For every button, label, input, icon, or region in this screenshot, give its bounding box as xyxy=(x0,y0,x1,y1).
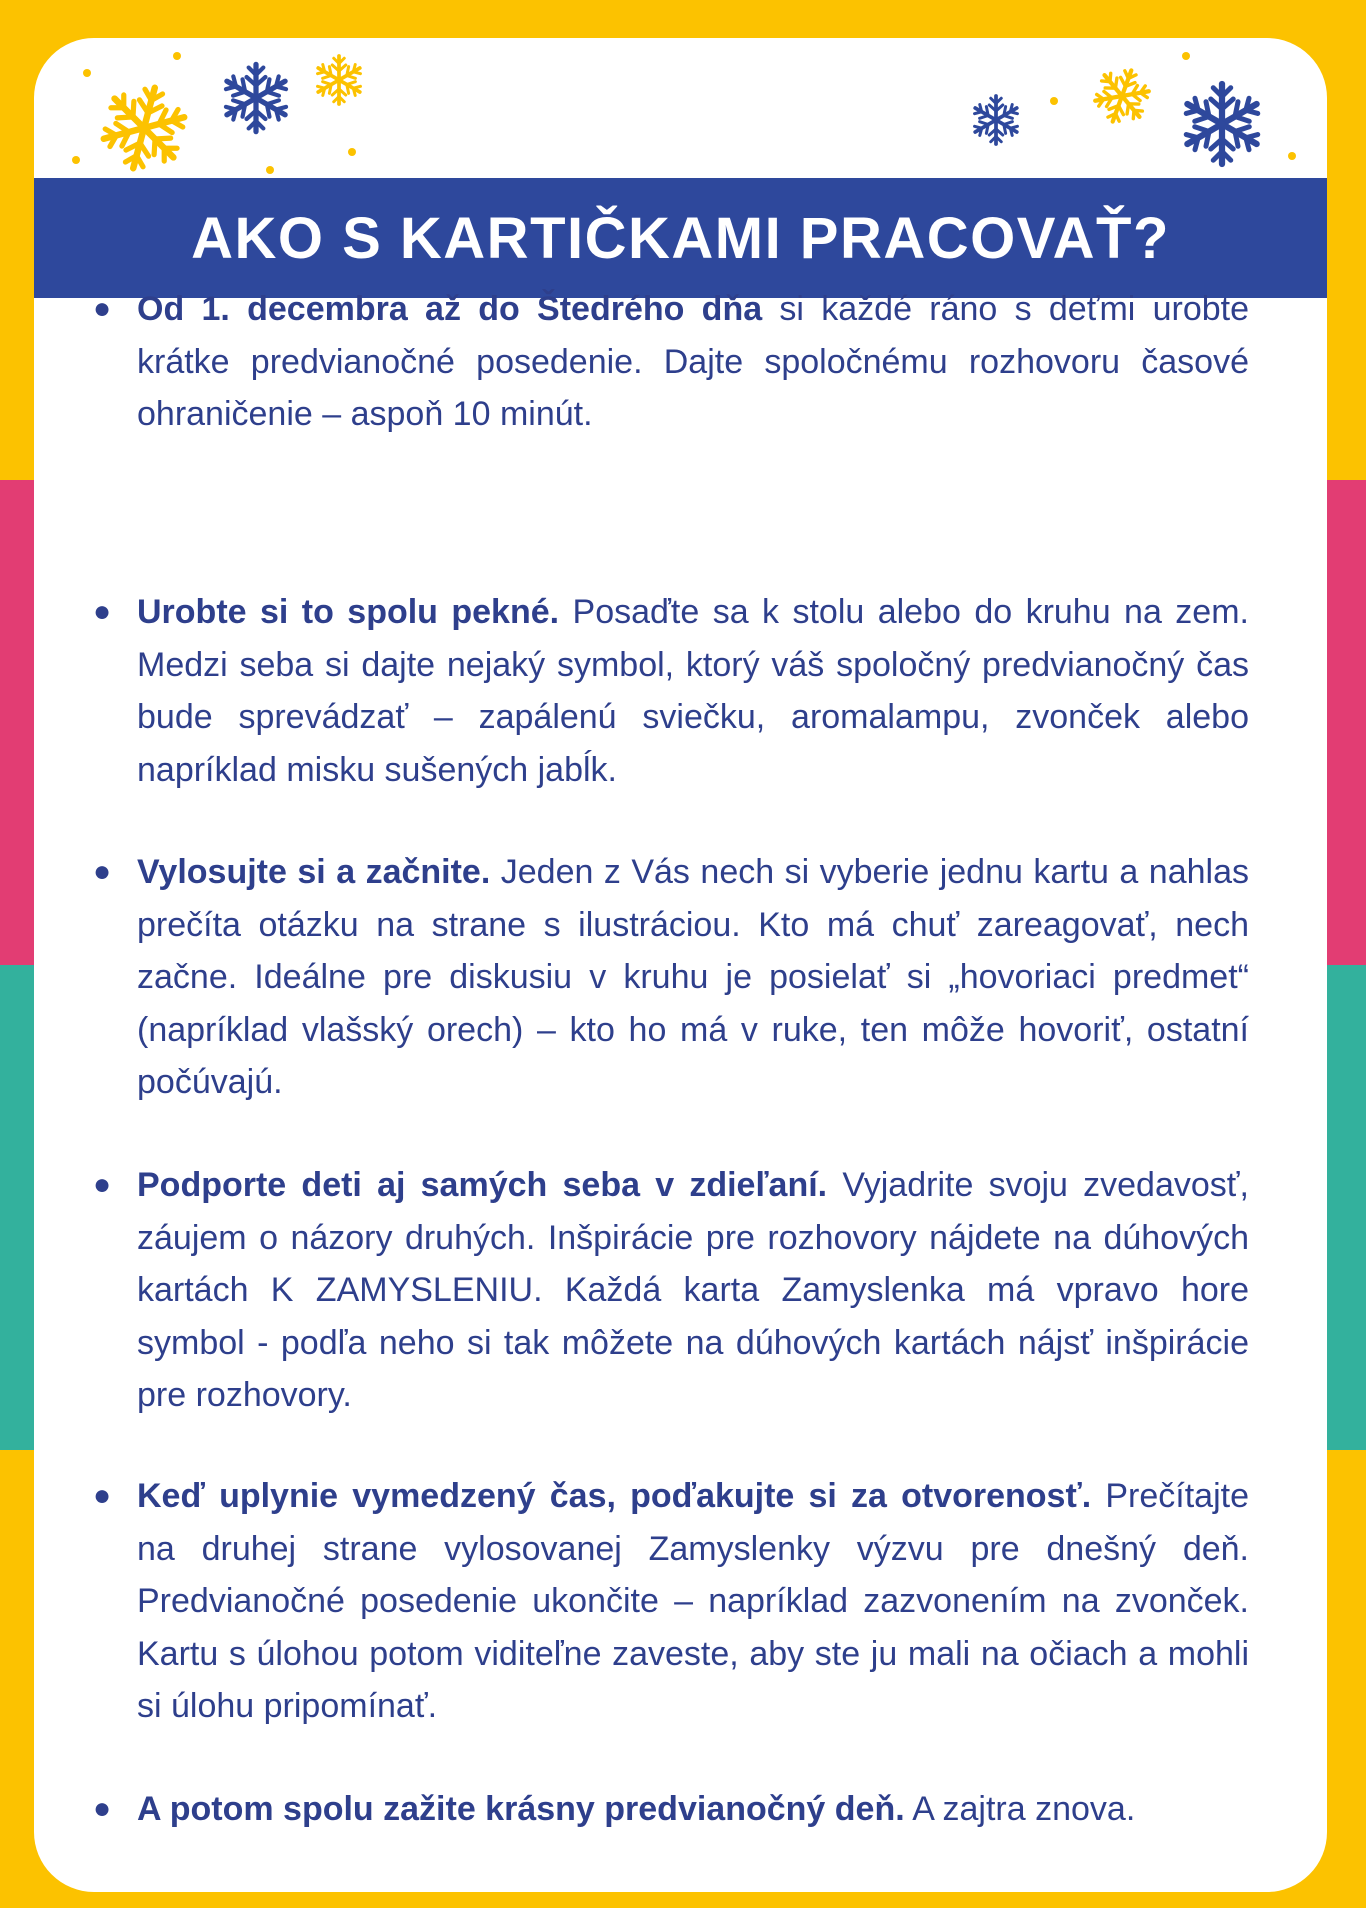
item-text: Prečítajte na druhej strane vylosovanej Zamyslenky výzvu pre dnešný deň. Predvianočné posedenie ukončite – napríklad zazvonením na zvonček. Kartu s úlohou potom viditeľne zaveste, aby ste ju mali na očiach a mohli si úlohu pripomínať. xyxy=(137,1477,1249,1725)
item-lead: Urobte si to spolu pekné. xyxy=(137,593,560,631)
item-text: Posaďte sa k stolu alebo do kruhu na zem. Medzi seba si dajte nejaký symbol, ktorý váš spoločný predvianočný čas bude sprevádzať – zapálenú sviečku, aromalampu, zvonček alebo napríklad misku sušených jabĺk. xyxy=(137,593,1249,789)
list-item xyxy=(93,1159,1249,1422)
list-item xyxy=(93,283,1249,441)
item-lead: Vylosujte si a začnite. xyxy=(137,853,491,891)
list-item xyxy=(93,1470,1249,1733)
list-item xyxy=(93,1783,1249,1836)
page-title: AKO S KARTIČKAMI PRACOVAŤ? xyxy=(191,205,1170,271)
item-lead: A potom spolu zažite krásny predvianočný deň. xyxy=(137,1790,905,1828)
item-text: Vyjadrite svoju zvedavosť, záujem o názory druhých. Inšpirácie pre rozhovory nájdete na dúhových kartách K ZAMYSLENIU. Každá karta Zamyslenka má vpravo hore symbol - podľa neho si tak môžete na dúhových kartách nájsť inšpirácie pre rozhovory. xyxy=(137,1166,1249,1414)
instruction-card xyxy=(34,38,1327,1892)
bullet-icon: ● xyxy=(93,292,112,325)
item-lead: Od 1. decembra až do Štedrého dňa xyxy=(137,290,763,328)
bullet-icon: ● xyxy=(93,595,112,628)
item-lead: Keď uplynie vymedzený čas, poďakujte si za otvorenosť. xyxy=(137,1477,1092,1515)
bullet-icon: ● xyxy=(93,1792,112,1825)
bullet-icon: ● xyxy=(93,1168,112,1201)
item-text: A zajtra znova. xyxy=(904,1790,1136,1828)
list-item xyxy=(93,586,1249,796)
item-lead: Podporte deti aj samých seba v zdieľaní. xyxy=(137,1166,828,1204)
instruction-list xyxy=(34,38,1327,1892)
bullet-icon: ● xyxy=(93,1479,112,1512)
list-item xyxy=(93,846,1249,1109)
item-text: Jeden z Vás nech si vyberie jednu kartu a nahlas prečíta otázku na strane s ilustráciou. Kto má chuť zareagovať, nech začne. Ideálne pre diskusiu v kruhu je posielať si „hovoriaci predmet“ (napríklad vlašský orech) – kto ho má v ruke, ten môže hovoriť, ostatní počúvajú. xyxy=(137,853,1249,1101)
bullet-icon: ● xyxy=(93,855,112,888)
item-text: si každé ráno s deťmi urobte krátke predvianočné posedenie. Dajte spoločnému rozhovoru časové ohraničenie – aspoň 10 minút. xyxy=(137,290,1249,433)
